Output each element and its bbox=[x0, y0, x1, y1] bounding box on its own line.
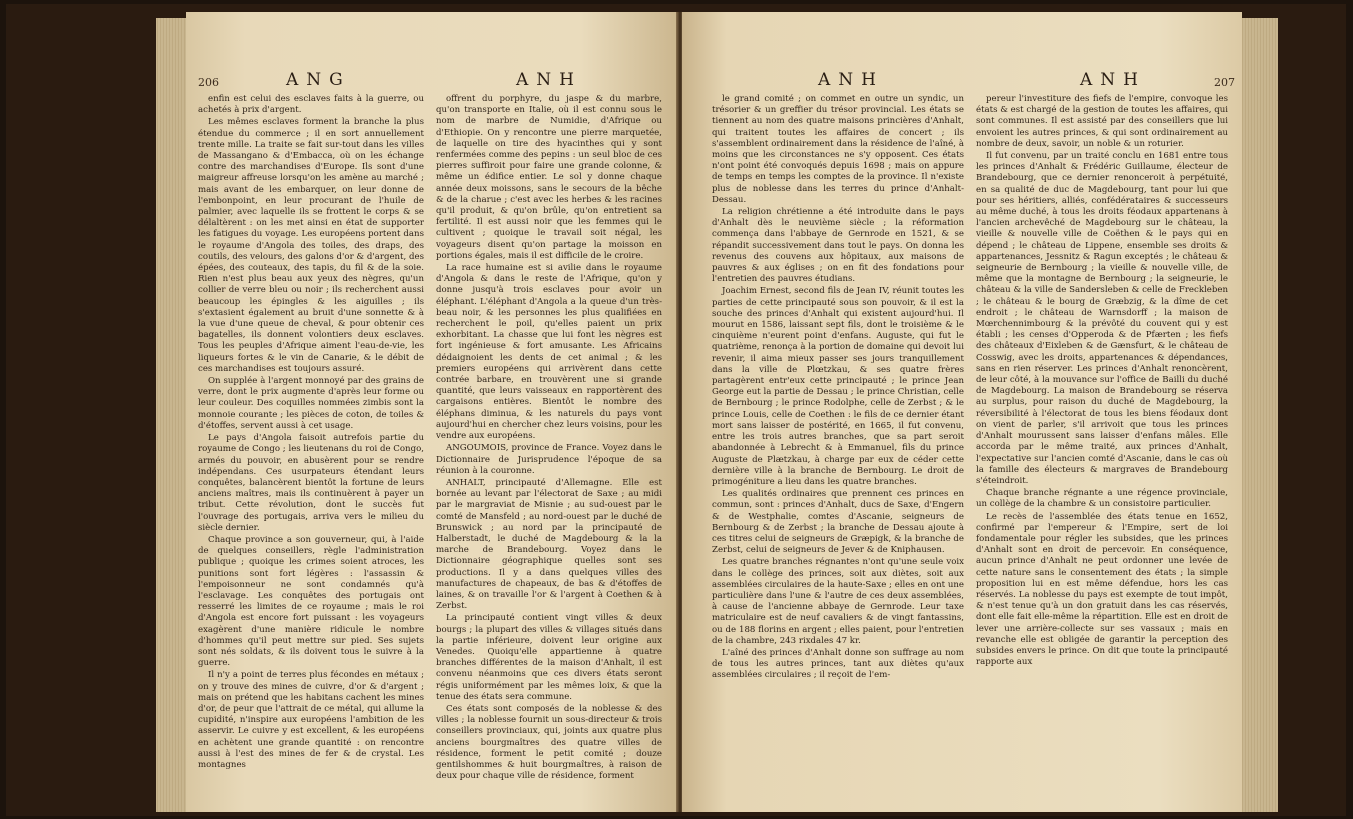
paragraph: Il n'y a point de terres plus fécondes en métaux ; on y trouve des mines de cuivre, d'or & d'argent ; mais on prétend que les habitans cachent les mines d'or, de peur que l'attrait de ce métal, qui allume la cupidité, n'inspire aux européens l'ambition de les asservir. Le cuivre y est excellent, & les européens en achètent une grande quantité : on rencontre aussi à l'est des mines de fer & de crystal. Les montagnes bbox=[198, 670, 424, 770]
paragraph: On supplée à l'argent monnoyé par des grains de verre, dont le prix augmente d'après leur forme ou leur couleur. Des coquilles nommées zimbis sont la monnoie courante ; les pièces de coton, de toiles & d'étoffes, servent aussi à cet usage. bbox=[198, 376, 424, 431]
right-column-2 bbox=[976, 94, 1228, 669]
paragraph: La religion chrétienne a été introduite dans le pays d'Anhalt dès le neuvième siècle ; la réformation commença dans l'abbaye de Gernrode en 1521, & se répandit successivement dans tout le pays. On donna les revenus des couvens aux hôpitaux, aux maisons de pauvres & aux églises ; on en fit des fondations pour l'entretien des pauvres étudians. bbox=[712, 207, 964, 285]
right-running-head-1: ANH bbox=[818, 70, 884, 90]
paragraph: Les quatre branches régnantes n'ont qu'une seule voix dans le collège des princes, soit aux diètes, soit aux assemblées circulaires de la haute-Saxe ; elles en ont une particulière dans l'une & l'autre de ces deux assemblées, à cause de l'ancienne abbaye de Gernrode. Leur taxe matriculaire est de neuf cavaliers & de vingt fantassins, ou de 188 florins en argent ; elles paient, pour l'entretien de la chambre, 243 rixdales 47 kr. bbox=[712, 557, 964, 646]
paragraph: Joachim Ernest, second fils de Jean IV, réunit toutes les parties de cette principauté sous son pouvoir, & il est la souche des princes d'Anhalt qui existent aujourd'hui. Il mourut en 1586, laissant sept fils, dont le troisième & le cinquième n'eurent point d'enfans. Auguste, qui fut le quatrième, renonça à la portion de domaine qui devoit lui revenir, il aima mieux passer ses jours tranquillement dans la ville de Plœtzkau, & ses quatre frères partagèrent entr'eux cette principauté ; le prince Jean George eut la partie de Dessau ; le prince Christian, celle de Bernbourg ; le prince Rodolphe, celle de Zerbst ; & le prince Louis, celle de Coethen : le fils de ce dernier étant mort sans laisser de postérité, en 1665, il fut convenu, entre les trois autres branches, que sa part seroit abandonnée à Lebrecht & à Emmanuel, fils du prince Auguste de Plætzkau, à charge par eux de céder cette dernière ville à la branche de Bernbourg. Le droit de primogéniture a lieu dans les quatre branches. bbox=[712, 286, 964, 487]
paragraph: L'aîné des princes d'Anhalt donne son suffrage au nom de tous les autres princes, tant aux diètes qu'aux assemblées circulaires ; il reçoit de l'em- bbox=[712, 647, 964, 681]
paragraph: Le recès de l'assemblée des états tenue en 1652, confirmé par l'empereur & l'Empire, sert de loi fondamentale pour régler les subsides, que les princes d'Anhalt sont en droit de percevoir. En conséquence, aucun prince d'Anhalt ne peut ordonner une levée de cette nature sans le consentement des états ; la simple proposition lui en est même défendue, hors les cas réservés. La noblesse du pays est exempte de tout impôt, & n'est tenue qu'à un don gratuit dans les cas réservés, dont elle fait elle-même la répartition. Elle est en droit de lever une arrière-collecte sur ses vassaux ; mais en revanche elle est obligée de garantir la perception des subsides envers le prince. On dit que toute la principauté rapporte aux bbox=[976, 511, 1228, 668]
paragraph: La race humaine est si avilie dans le royaume d'Angola & dans le reste de l'Afrique, qu'on y donne jusqu'à trois esclaves pour avoir un éléphant. L'éléphant d'Angola a la queue d'un très-beau noir, & les personnes les plus qualifiées en recherchent le poil, qu'elles paient un prix exhorbitant. La chasse que lui font les nègres est fort ingénieuse & fort amusante. Les Africains dédaignoient les dents de cet animal ; & les premiers européens qui arrivèrent dans cette contrée barbare, en trouvèrent une si grande quantité, que leurs vaisseaux en rapportèrent des cargaisons entières. Bientôt le nombre des éléphans diminua, & les naturels du pays vont aujourd'hui en chercher chez leurs voisins, pour les vendre aux européens. bbox=[436, 263, 662, 442]
page-edges-right bbox=[1238, 18, 1278, 812]
paragraph: Chaque province a son gouverneur, qui, à l'aide de quelques conseillers, règle l'administration publique ; quoique les crimes soient atroces, les punitions sont fort légères : l'assassin & l'empoisonneur ne sont condamnés qu'à l'esclavage. Les conquêtes des portugais ont resserré les limites de ce royaume ; mais le roi d'Angola est encore fort puissant : les voyageurs exagèrent d'une manière ridicule le nombre d'hommes qu'il peut mettre sur pied. Ses sujets sont nés soldats, & ils doivent tous le suivre à la guerre. bbox=[198, 534, 424, 669]
paragraph: Les qualités ordinaires que prennent ces princes en commun, sont : princes d'Anhalt, ducs de Saxe, d'Engern & de Westphalie, comtes d'Ascanie, seigneurs de Bernbourg & de Zerbst ; la branche de Dessau ajoute à ces titres celui de seigneurs de Græpigk, & la branche de Zerbst, celui de seigneurs de Jever & de Kniphausen. bbox=[712, 489, 964, 556]
paragraph: Le pays d'Angola faisoit autrefois partie du royaume de Congo ; les lieutenans du roi de Congo, armés du pouvoir, en abusèrent pour se rendre indépendans. Ces usurpateurs étendant leurs conquêtes, balancèrent bientôt la fortune de leurs anciens maîtres, mais ils continuèrent à payer un tribut. Cette révolution, dont le succès fut l'ouvrage des portugais, arriva vers le milieu du siècle dernier. bbox=[198, 433, 424, 533]
left-running-head-2: ANH bbox=[516, 70, 582, 90]
paragraph: Il fut convenu, par un traité conclu en 1681 entre tous les princes d'Anhalt & Frédéric Guillaume, électeur de Brandebourg, que ce dernier renonceroit à perpétuité, en sa qualité de duc de Magdebourg, tant pour lui que pour ses héritiers, alliés, confédérataires & successeurs au même duché, à tous les droits féodaux appartenans à l'ancien archevêché de Magdebourg sur le château, la vieille & nouvelle ville de Coëthen & le pays qui en dépend ; le château de Lippene, ensemble ses droits & appartenances, Jessnitz & Ragun exceptés ; le château & seigneurie de Bernbourg ; la vieille & nouvelle ville, de même que la montagne de Bernbourg ; la seigneurie, le château & la ville de Sandersleben & celle de Freckleben ; le château & le bourg de Græbzig, & la dîme de cet endroit ; le château de Warnsdorff ; la maison de Mœrchennimbourg & la prévôté du couvent qui y est établi ; les censes d'Opperoda & de Pfærten ; les fiefs des châteaux d'Eixleben & de Gænsfurt, & le château de Cosswig, avec les droits, appartenances & dépendances, sans en rien réserver. Les princes d'Anhalt renoncèrent, de leur côté, à la mouvance sur l'office de Bailli du duché de Magdebourg. La maison de Brandebourg se réserva au surplus, pour raison du duché de Magdebourg, la réversibilité à l'électorat de tous les biens féodaux dont on vient de parler, s'il arrivoit que tous les princes d'Anhalt mourussent sans laisser d'enfans mâles. Elle accorda par le même traité, aux princes d'Anhalt, l'expectative sur l'ancien comté d'Ascanie, dans le cas où la famille des électeurs & margraves de Brandebourg s'éteindroit. bbox=[976, 151, 1228, 486]
book-spread bbox=[6, 4, 1346, 816]
paragraph: ANGOUMOIS, province de France. Voyez dans le Dictionnaire de Jurisprudence l'époque de sa réunion à la couronne. bbox=[436, 443, 662, 476]
paragraph: offrent du porphyre, du jaspe & du marbre, qu'on transporte en Italie, où il est connu sous le nom de marbre de Numidie, d'Afrique ou d'Ethiopie. On y rencontre une pierre marquetée, de laquelle on tire des hyacinthes qui y sont renfermées comme des pepins : un seul bloc de ces pierres suffiroit pour faire une grande colonne, & même un édifice entier. Le sol y donne chaque année deux moissons, sans le secours de la bêche & de la charue ; c'est avec les herbes & les racines qu'il produit, & qu'on brûle, qu'on entretient sa fertilité. Il est aussi noir que les femmes qui le cultivent ; quoique le travail soit négal, les voyageurs disent qu'on partage la moisson en portions égales, mais il est difficile de le croire. bbox=[436, 94, 662, 261]
right-page-number: 207 bbox=[1214, 76, 1235, 89]
left-column-2 bbox=[436, 94, 662, 783]
paragraph: pereur l'investiture des fiefs de l'empire, convoque les états & est chargé de la gestion de toutes les affaires, qui sont communes. Il est assisté par des conseillers que lui envoient les autres princes, & qui sont ordinairement au nombre de deux, savoir, un noble & un roturier. bbox=[976, 94, 1228, 149]
paragraph: Ces états sont composés de la noblesse & des villes ; la noblesse fournit un sous-directeur & trois conseillers provinciaux, qui, joints aux quatre plus anciens bourgmaîtres des quatre villes de résidence, forment le petit comité ; douze gentilshommes & huit bourgmaîtres, à raison de deux pour chaque ville de résidence, forment bbox=[436, 703, 662, 782]
left-page bbox=[186, 12, 678, 812]
left-page-number: 206 bbox=[198, 76, 219, 89]
right-page bbox=[682, 12, 1242, 812]
left-column-1 bbox=[198, 94, 424, 772]
paragraph: enfin est celui des esclaves faits à la guerre, ou achetés à prix d'argent. bbox=[198, 94, 424, 116]
paragraph: Les mêmes esclaves forment la branche la plus étendue du commerce ; il en sort annuellement trente mille. La traite se fait sur-tout dans les villes de Massangano & d'Embacca, où on les échange contre des marchandises d'Europe. Ils sont d'une maigreur affreuse lorsqu'on les amène au marché ; mais avant de les embarquer, on leur donne de l'embonpoint, en leur procurant de l'huile de palmier, avec laquelle ils se frottent le corps & se délaltèrent : on les met ainsi en état de supporter les fatigues du voyage. Les européens portent dans le royaume d'Angola des toiles, des draps, des coutils, des velours, des galons d'or & d'argent, des épées, des couteaux, des tapis, du fil & de la soie. Rien n'est plus beau aux yeux des nègres, qu'un collier de verre bleu ou noir ; ils recherchent aussi beaucoup les épingles & les aiguilles ; ils s'extasient également au bruit d'une sonnette & à la vue d'une queue de cheval, & pour obtenir ces bagatelles, ils donnent volontiers deux esclaves. Tous les peuples d'Afrique aiment l'eau-de-vie, les liqueurs fortes & le vin de Canarie, & le débit de ces marchandises est toujours assuré. bbox=[198, 117, 424, 374]
page-edges-left bbox=[156, 18, 188, 812]
paragraph: Chaque branche régnante a une régence provinciale, un collège de la chambre & un consistoire particulier. bbox=[976, 488, 1228, 510]
paragraph: La principauté contient vingt villes & deux bourgs ; la plupart des villes & villages situés dans la partie inférieure, doivent leur origine aux Venedes. Quoiqu'elle appartienne à quatre branches différentes de la maison d'Anhalt, il est convenu néanmoins que ces divers états seront régis uniformément par les mêmes loix, & que la tenue des états sera commune. bbox=[436, 613, 662, 702]
right-running-head-2: ANH bbox=[1080, 70, 1146, 90]
paragraph: le grand comité ; on commet en outre un syndic, un trésorier & un greffier du trésor provincial. Les états se tiennent au nom des quatre maisons princières d'Anhalt, qui traitent toutes les affaires de concert ; ils s'assemblent ordinairement dans la résidence de l'aîné, à moins que les circonstances ne s'y opposent. Ces états n'ont point été convoqués depuis 1698 ; mais on appure de temps en temps les comptes de la province. Il n'existe plus de noblesse dans les terres du prince d'Anhalt-Dessau. bbox=[712, 94, 964, 205]
right-column-1 bbox=[712, 94, 964, 683]
paragraph: ANHALT, principauté d'Allemagne. Elle est bornée au levant par l'électorat de Saxe ; au midi par le margraviat de Misnie ; au sud-ouest par le comté de Mansfeld ; au nord-ouest par le duché de Brunswick ; au nord par la principauté de Halberstadt, le duché de Magdebourg & la la marche de Brandebourg. Voyez dans le Dictionnaire géographique quelles sont ses productions. Il y a dans quelques villes des manufactures de chapeaux, de bas & d'étoffes de laines, & on travaille l'or & l'argent à Coethen & à Zerbst. bbox=[436, 477, 662, 612]
left-running-head-1: ANG bbox=[286, 70, 351, 90]
